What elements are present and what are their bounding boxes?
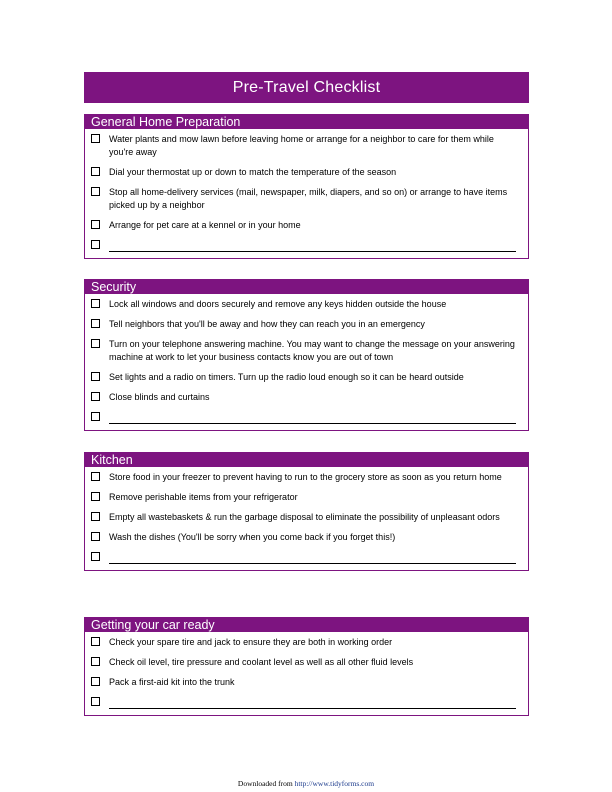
checklist-item xyxy=(85,318,528,331)
checkbox[interactable] xyxy=(91,134,100,143)
checklist-item xyxy=(85,338,528,364)
blank-entry-line[interactable] xyxy=(109,411,516,424)
page-title: Pre-Travel Checklist xyxy=(84,72,529,103)
blank-entry-line[interactable] xyxy=(109,696,516,709)
item-text: Close blinds and curtains xyxy=(109,392,210,402)
checklist-item-blank xyxy=(85,551,528,564)
checkbox[interactable] xyxy=(91,552,100,561)
checkbox[interactable] xyxy=(91,299,100,308)
checklist-item xyxy=(85,133,528,159)
section-kitchen xyxy=(84,452,529,571)
footer xyxy=(0,779,612,788)
section-getting-your-car-ready xyxy=(84,617,529,716)
section-heading: Kitchen xyxy=(85,453,528,467)
checklist-item xyxy=(85,166,528,179)
item-text: Water plants and mow lawn before leaving home or arrange for a neighbor to care for them while you're away xyxy=(109,134,494,157)
checkbox[interactable] xyxy=(91,392,100,401)
section-heading: Getting your car ready xyxy=(85,618,528,632)
checkbox[interactable] xyxy=(91,319,100,328)
checklist-item xyxy=(85,511,528,524)
checklist-item-blank xyxy=(85,239,528,252)
checklist-item-blank xyxy=(85,411,528,424)
item-text: Tell neighbors that you'll be away and how they can reach you in an emergency xyxy=(109,319,425,329)
item-text: Arrange for pet care at a kennel or in your home xyxy=(109,220,301,230)
checkbox[interactable] xyxy=(91,512,100,521)
checkbox[interactable] xyxy=(91,637,100,646)
item-text: Check oil level, tire pressure and coolant level as well as all other fluid levels xyxy=(109,657,414,667)
checklist-item xyxy=(85,391,528,404)
checkbox[interactable] xyxy=(91,187,100,196)
checkbox[interactable] xyxy=(91,220,100,229)
checkbox[interactable] xyxy=(91,657,100,666)
footer-prefix: Downloaded from xyxy=(237,779,293,788)
blank-entry-line[interactable] xyxy=(109,551,516,564)
section-heading: Security xyxy=(85,280,528,294)
section-security xyxy=(84,279,529,431)
item-text: Dial your thermostat up or down to match the temperature of the season xyxy=(109,167,397,177)
checkbox[interactable] xyxy=(91,697,100,706)
item-text: Lock all windows and doors securely and remove any keys hidden outside the house xyxy=(109,299,447,309)
item-text: Remove perishable items from your refrigerator xyxy=(109,492,298,502)
checkbox[interactable] xyxy=(91,240,100,249)
checklist-item xyxy=(85,471,528,484)
blank-entry-line[interactable] xyxy=(109,239,516,252)
checklist-item xyxy=(85,371,528,384)
checklist-item xyxy=(85,636,528,649)
checkbox[interactable] xyxy=(91,167,100,176)
checklist-item xyxy=(85,298,528,311)
item-text: Check your spare tire and jack to ensure they are both in working order xyxy=(109,637,393,647)
checklist-item xyxy=(85,676,528,689)
checklist-item xyxy=(85,219,528,232)
checkbox[interactable] xyxy=(91,532,100,541)
checkbox[interactable] xyxy=(91,472,100,481)
item-text: Stop all home-delivery services (mail, newspaper, milk, diapers, and so on) or arrange to have items picked up by a neighbor xyxy=(109,187,508,210)
checklist-item xyxy=(85,186,528,212)
checkbox[interactable] xyxy=(91,372,100,381)
item-text: Pack a first-aid kit into the trunk xyxy=(109,677,235,687)
item-text: Empty all wastebaskets & run the garbage disposal to eliminate the possibility of unpleasant odors xyxy=(109,512,500,522)
item-text: Turn on your telephone answering machine. You may want to change the message on your answering machine at work to let your business contacts know you are out of town xyxy=(109,339,515,362)
checklist-item xyxy=(85,531,528,544)
checklist-item xyxy=(85,491,528,504)
checkbox[interactable] xyxy=(91,492,100,501)
checkbox[interactable] xyxy=(91,412,100,421)
checkbox[interactable] xyxy=(91,677,100,686)
item-text: Set lights and a radio on timers. Turn up the radio loud enough so it can be heard outside xyxy=(109,372,464,382)
section-heading: General Home Preparation xyxy=(85,115,528,129)
footer-link[interactable]: http://www.tidyforms.com xyxy=(294,779,375,788)
item-text: Wash the dishes (You'll be sorry when you come back if you forget this!) xyxy=(109,532,396,542)
checkbox[interactable] xyxy=(91,339,100,348)
checklist-item xyxy=(85,656,528,669)
checklist-item-blank xyxy=(85,696,528,709)
item-text: Store food in your freezer to prevent having to run to the grocery store as soon as you return home xyxy=(109,472,502,482)
section-general-home-preparation xyxy=(84,114,529,259)
